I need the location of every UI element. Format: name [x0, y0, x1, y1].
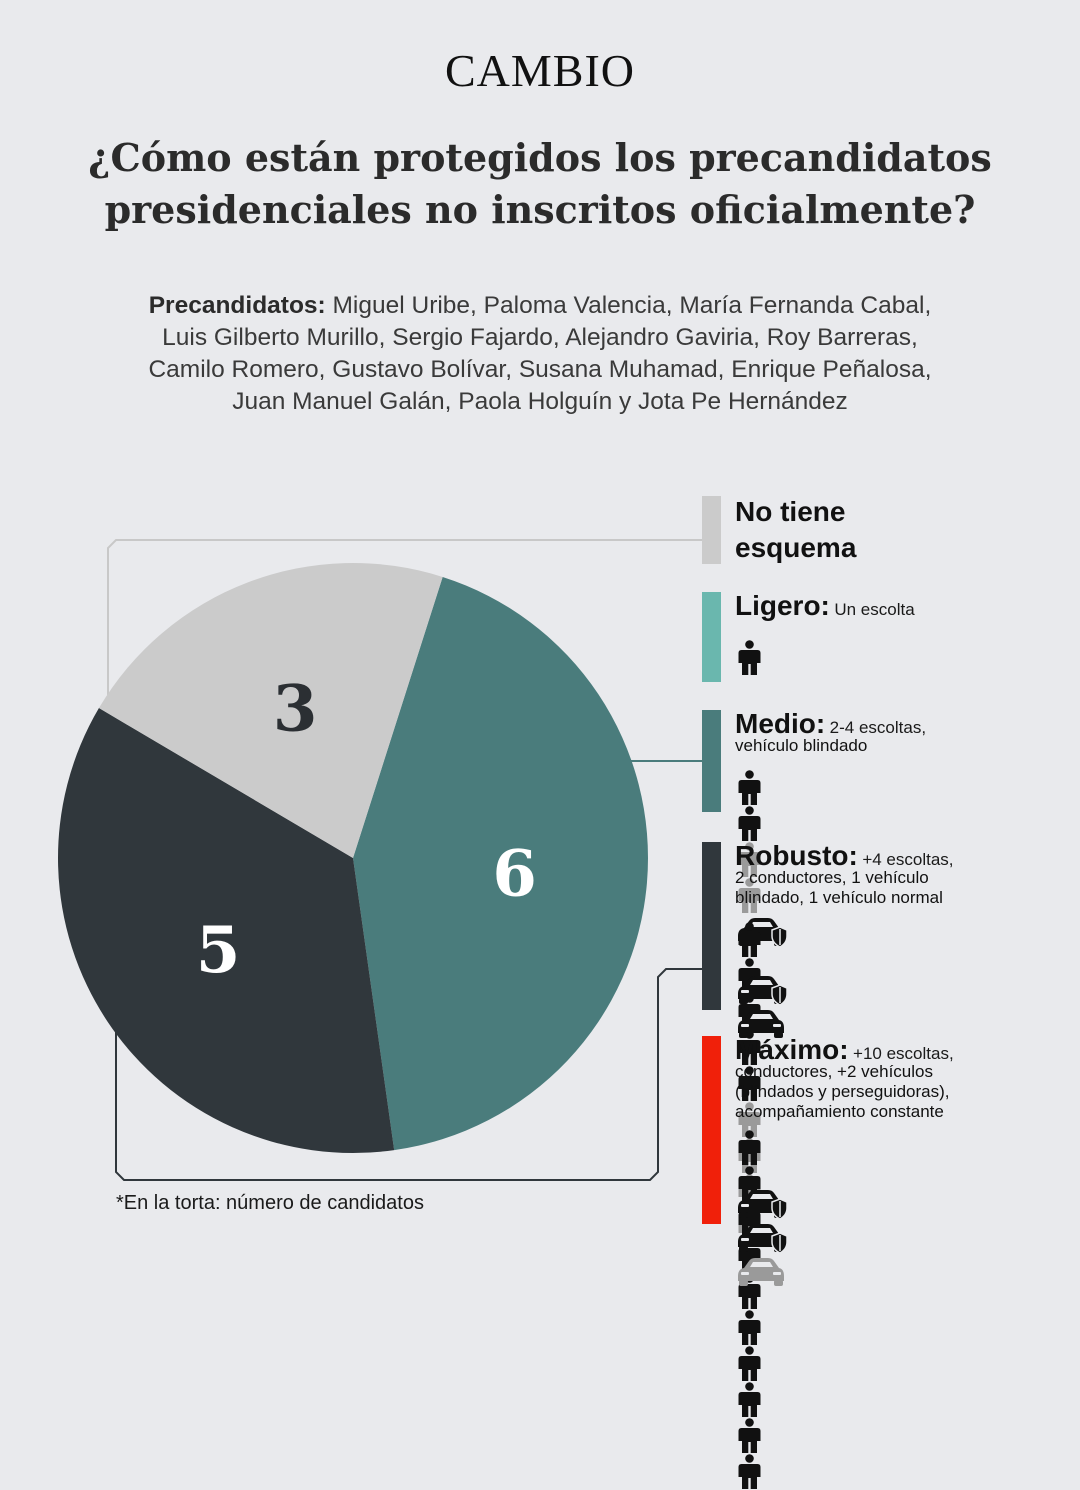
escort-icon [735, 1418, 764, 1454]
escort-icon [735, 1310, 764, 1346]
armored-vehicle-icon [735, 1186, 787, 1220]
escort-icon [735, 1454, 764, 1490]
pie-value-label: 3 [272, 671, 318, 747]
vehicle-icons-row [735, 972, 791, 1008]
legend-title-line-2: esquema [735, 532, 857, 563]
title-line-2: presidenciales no inscritos oficialmente? [104, 187, 976, 232]
legend-desc-line: acompañamiento constante [735, 1102, 944, 1121]
legend-title-line-1: No tiene [735, 496, 846, 527]
armored-vehicle-icon [735, 1220, 787, 1254]
legend-desc-line: 2 conductores, 1 vehículo [735, 868, 929, 887]
vehicle-icon [735, 1254, 787, 1288]
legend-desc: +4 escoltas, [862, 850, 954, 869]
escort-icon [735, 1382, 764, 1418]
escort-icon [735, 640, 764, 676]
pie-value-label: 6 [492, 836, 537, 912]
escort-icons-row [735, 922, 764, 958]
legend-title: Máximo: [735, 1034, 849, 1065]
legend-color-bar [702, 1036, 721, 1224]
legend-title: Robusto: [735, 840, 858, 871]
escort-icon [735, 922, 764, 958]
brand-logo: CAMBIO [444, 45, 636, 96]
legend-desc-line: vehículo blindado [735, 736, 868, 755]
legend-desc: 2-4 escoltas, [829, 718, 927, 737]
legend-desc-line: blindado, 1 vehículo normal [735, 888, 943, 907]
escort-icon [735, 1130, 764, 1166]
vehicle-icons-row [735, 1186, 791, 1222]
armored-vehicle-icon [735, 972, 787, 1006]
candidates-line-4: Juan Manuel Galán, Paola Holguín y Jota Pe Hernández [232, 388, 848, 415]
legend-color-bar [702, 592, 721, 682]
title-line-1: ¿Cómo están protegidos los precandidatos [88, 135, 992, 180]
candidates-label: Precandidatos: [148, 292, 326, 319]
footnote: *En la torta: número de candidatos [116, 1192, 424, 1214]
legend-desc-line: conductores, +2 vehículos [735, 1062, 933, 1081]
pie-value-label: 5 [195, 913, 241, 989]
legend-title: Ligero: [735, 590, 830, 621]
legend-title: Medio: [735, 708, 826, 739]
legend-desc: Un escolta [834, 600, 915, 619]
escort-icons-row [735, 640, 764, 676]
legend-desc-line: (blindados y perseguidoras), [735, 1082, 950, 1101]
legend-color-bar [702, 842, 721, 1010]
escort-icons-row [735, 1130, 764, 1166]
escort-icon [735, 770, 764, 806]
escort-icons-row [735, 770, 791, 806]
legend-desc: +10 escoltas, [853, 1044, 954, 1063]
legend-color-bar [702, 710, 721, 812]
candidates-line-2: Luis Gilberto Murillo, Sergio Fajardo, Alejandro Gaviria, Roy Barreras, [162, 324, 918, 351]
escort-icon [735, 1346, 764, 1382]
candidates-line-1: Miguel Uribe, Paloma Valencia, María Fernanda Cabal, [325, 292, 932, 319]
legend-color-bar [702, 496, 721, 564]
escort-icon [735, 806, 764, 842]
candidates-line-3: Camilo Romero, Gustavo Bolívar, Susana Muhamad, Enrique Peñalosa, [148, 356, 932, 383]
